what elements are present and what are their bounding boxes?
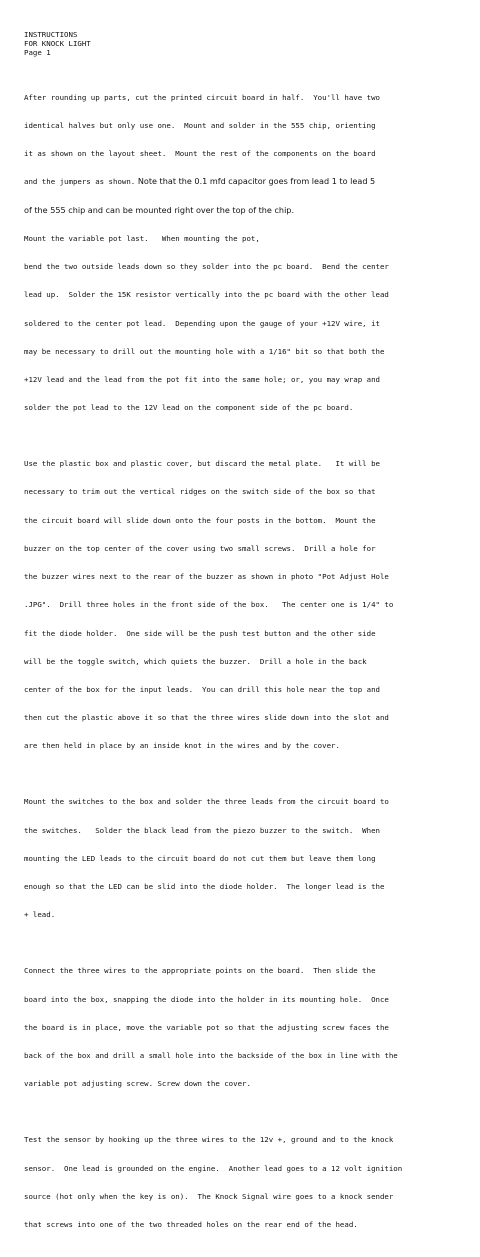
text-line: will be the toggle switch, which quiets the buzzer. Drill a hole in the back	[24, 656, 367, 666]
header-subtitle: FOR KNOCK LIGHT	[24, 39, 91, 48]
text-line: may be necessary to drill out the mounting hole with a 1/16" bit so that both the	[24, 346, 385, 356]
capacitor-note: Note that the 0.1 mfd capacitor goes from lead 1 to lead 5	[135, 176, 376, 187]
text-line: sensor. One lead is grounded on the engine. Another lead goes to a 12 volt ignition	[24, 1163, 403, 1173]
text-line: Test the sensor by hooking up the three wires to the 12v +, ground and to the knock	[24, 1135, 394, 1145]
text-line: bend the two outside leads down so they solder into the pc board. Bend the center	[24, 262, 389, 272]
document-header	[24, 30, 474, 57]
text-line: that screws into one of the two threaded holes on the rear end of the head.	[24, 1219, 358, 1229]
text-line: the switches. Solder the black lead from the piezo buzzer to the switch. When	[24, 825, 380, 835]
text-line: the board is in place, move the variable pot so that the adjusting screw faces the	[24, 1022, 389, 1032]
text-line: + lead.	[24, 910, 56, 920]
text-line	[24, 177, 474, 186]
text-line: Connect the three wires to the appropriate points on the board. Then slide the	[24, 966, 376, 976]
capacitor-note-continued: of the 555 chip and can be mounted right over the top of the chip.	[24, 204, 295, 215]
text-line: buzzer on the top center of the cover using two small screws. Drill a hole for	[24, 543, 376, 553]
text-fragment: and the jumpers as shown.	[24, 177, 136, 187]
paragraph-switch-mounting	[24, 779, 474, 939]
header-title: INSTRUCTIONS	[24, 30, 78, 39]
header-page-number: Page 1	[24, 48, 51, 57]
text-line: Use the plastic box and plastic cover, but discard the metal plate. It will be	[24, 459, 380, 469]
text-line: board into the box, snapping the diode into the holder in its mounting hole. Once	[24, 994, 389, 1004]
text-line: variable pot adjusting screw. Screw down the cover.	[24, 1079, 251, 1089]
text-line: then cut the plastic above it so that the three wires slide down into the slot and	[24, 713, 389, 723]
text-line: mounting the LED leads to the circuit board do not cut them but leave them long	[24, 853, 376, 863]
paragraph-wiring	[24, 948, 474, 1108]
document-page	[24, 30, 474, 1257]
text-line: back of the box and drill a small hole into the backside of the box in line with the	[24, 1051, 398, 1061]
text-line: +12V lead and the lead from the pot fit into the same hole; or, you may wrap and	[24, 375, 380, 384]
text-line: the buzzer wires next to the rear of the buzzer as shown in photo "Pot Adjust Hole	[24, 572, 389, 582]
text-line: the circuit board will slide down onto the four posts in the bottom. Mount the	[24, 515, 376, 525]
text-line: necessary to trim out the vertical ridges on the switch side of the box so that	[24, 487, 376, 497]
paragraph-testing	[24, 1116, 474, 1248]
paragraph-box-preparation	[24, 440, 474, 769]
text-line: fit the diode holder. One side will be the push test button and the other side	[24, 628, 376, 638]
text-line: Mount the switches to the box and solder the three leads from the circuit board to	[24, 797, 389, 807]
paragraph-assembly	[24, 74, 474, 431]
text-line: solder the pot lead to the 12V lead on the component side of the pc board.	[24, 403, 354, 413]
text-line: .JPG". Drill three holes in the front side of the box. The center one is 1/4" to	[24, 600, 394, 610]
text-line: identical halves but only use one. Mount and solder in the 555 chip, orienting	[24, 121, 376, 131]
text-line: source (hot only when the key is on). The Knock Signal wire goes to a knock sender	[24, 1191, 394, 1201]
text-line: After rounding up parts, cut the printed circuit board in half. You'll have two	[24, 92, 380, 102]
text-line: lead up. Solder the 15K resistor vertically into the pc board with the other lead	[24, 290, 389, 300]
text-line: it as shown on the layout sheet. Mount the rest of the components on the board	[24, 149, 376, 159]
text-line: enough so that the LED can be slid into the diode holder. The longer lead is the	[24, 882, 385, 892]
text-line: are then held in place by an inside knot in the wires and by the cover.	[24, 741, 340, 751]
text-line: Mount the variable pot last. When mounting the pot,	[24, 233, 260, 243]
text-line: center of the box for the input leads. You can drill this hole near the top and	[24, 685, 380, 694]
text-line: soldered to the center pot lead. Depending upon the gauge of your +12V wire, it	[24, 318, 380, 328]
